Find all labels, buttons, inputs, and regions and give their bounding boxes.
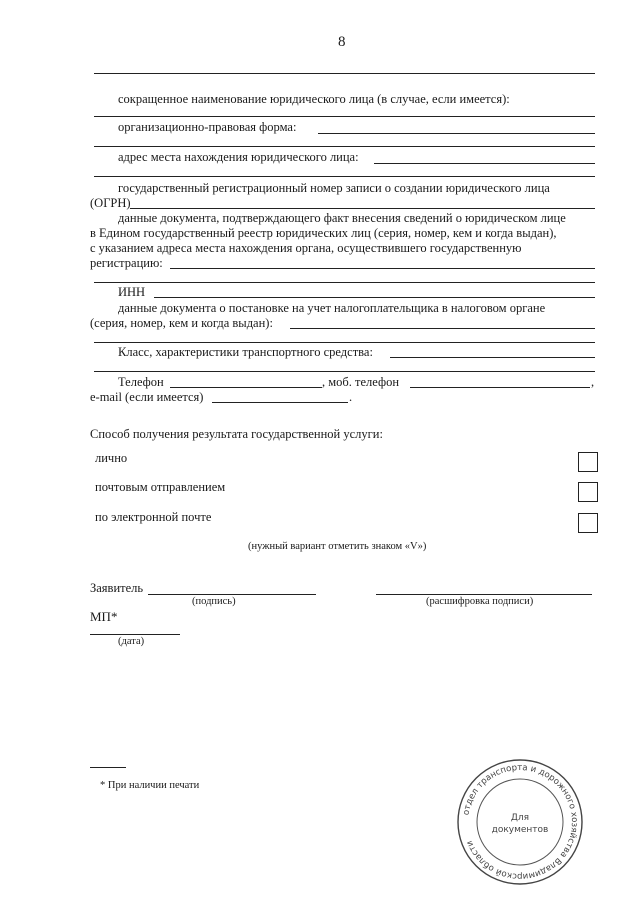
- signature-decoding-field[interactable]: [376, 594, 592, 595]
- top-rule: [94, 73, 595, 74]
- option-label-email: по электронной почте: [95, 510, 212, 524]
- egrul-field-continuation[interactable]: [94, 282, 595, 283]
- stamp-center-line1: Для: [510, 813, 530, 823]
- signature-field[interactable]: [148, 594, 316, 595]
- checkbox-email[interactable]: [578, 513, 598, 533]
- egrul-label-line2: в Едином государственный реестр юридических лиц (серия, номер, кем и когда выдан),: [90, 226, 557, 240]
- inn-field[interactable]: [154, 297, 595, 298]
- checkbox-post[interactable]: [578, 482, 598, 502]
- legal-form-label: организационно-правовая форма:: [118, 120, 297, 134]
- stamp-ring-text: отдел транспорта и дорожного хозяйства Владимирской области: [461, 762, 580, 882]
- inn-label: ИНН: [118, 285, 146, 299]
- footnote: * При наличии печати: [100, 780, 200, 791]
- mobile-phone-comma: ,: [591, 375, 595, 389]
- page-number: 8: [338, 34, 346, 50]
- tax-doc-field[interactable]: [290, 328, 595, 329]
- footnote-rule: [90, 767, 126, 768]
- short-name-label: сокращенное наименование юридического лица (в случае, если имеется):: [118, 92, 510, 106]
- phone-field[interactable]: [170, 387, 322, 388]
- stamp-center-line2: документов: [491, 825, 549, 835]
- address-field[interactable]: [374, 163, 595, 164]
- address-label: адрес места нахождения юридического лица:: [118, 150, 359, 164]
- tax-doc-field-continuation[interactable]: [94, 342, 595, 343]
- tax-doc-label-line2: (серия, номер, кем и когда выдан):: [90, 316, 273, 330]
- address-field-continuation[interactable]: [94, 176, 595, 177]
- short-name-field[interactable]: [94, 116, 595, 117]
- egrul-label-line3: с указанием адреса места нахождения органа, осуществившего государственную: [90, 241, 522, 255]
- decoding-caption: (расшифровка подписи): [426, 596, 534, 607]
- mobile-phone-label: , моб. телефон: [322, 375, 400, 389]
- date-field[interactable]: [90, 634, 180, 635]
- egrul-field[interactable]: [170, 268, 595, 269]
- mobile-phone-field[interactable]: [410, 387, 590, 388]
- vehicle-field[interactable]: [390, 357, 595, 358]
- email-label: e-mail (если имеется): [90, 390, 204, 404]
- vehicle-field-continuation[interactable]: [94, 371, 595, 372]
- date-caption: (дата): [118, 636, 145, 647]
- ogrn-field[interactable]: [130, 208, 595, 209]
- method-heading: Способ получения результата государственной услуги:: [90, 427, 383, 441]
- egrul-label-line1: данные документа, подтверждающего факт внесения сведений о юридическом лице: [118, 211, 566, 225]
- phone-label: Телефон: [118, 375, 164, 389]
- egrul-label-line4: регистрацию:: [90, 256, 163, 270]
- signature-caption: (подпись): [192, 596, 236, 607]
- ogrn-label-line2: (ОГРН): [90, 196, 131, 210]
- applicant-label: Заявитель: [90, 581, 144, 595]
- official-stamp: [455, 757, 585, 887]
- checkbox-in-person[interactable]: [578, 452, 598, 472]
- email-period: .: [349, 390, 353, 404]
- legal-form-field-continuation[interactable]: [94, 146, 595, 147]
- email-field[interactable]: [212, 402, 348, 403]
- legal-form-field[interactable]: [318, 133, 595, 134]
- option-label-post: почтовым отправлением: [95, 480, 226, 494]
- mark-hint: (нужный вариант отметить знаком «V»): [248, 541, 427, 552]
- option-label-in-person: лично: [95, 451, 128, 465]
- vehicle-label: Класс, характеристики транспортного средства:: [118, 345, 373, 359]
- seal-place-label: МП*: [90, 609, 118, 624]
- tax-doc-label-line1: данные документа о постановке на учет налогоплательщика в налоговом органе: [118, 301, 546, 315]
- ogrn-label-line1: государственный регистрационный номер записи о создании юридического лица: [118, 181, 550, 195]
